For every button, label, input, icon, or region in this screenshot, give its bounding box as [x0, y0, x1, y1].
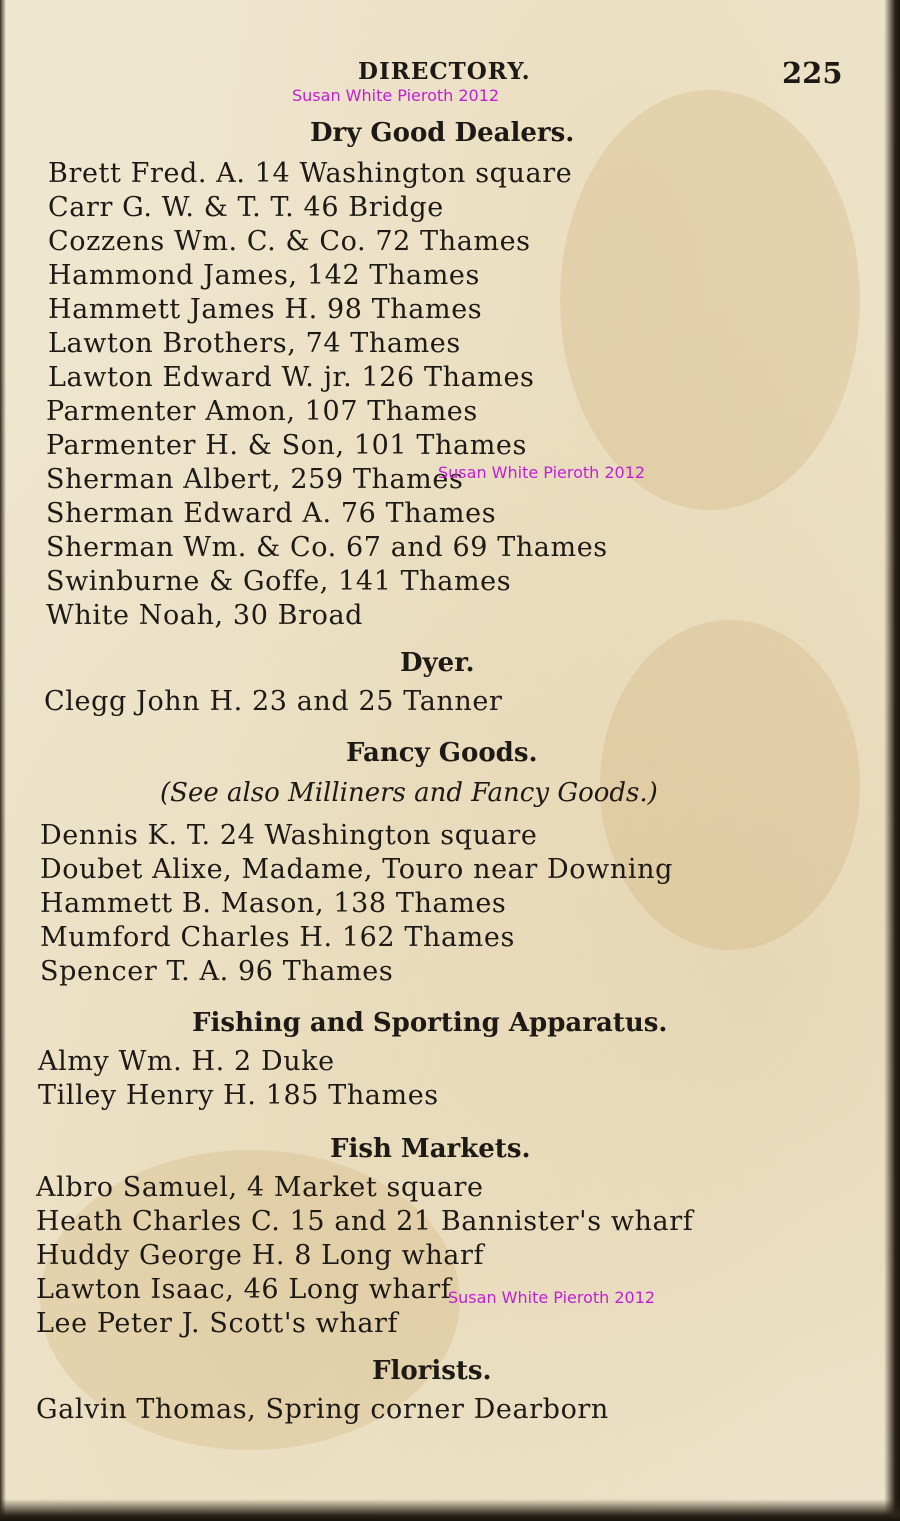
list-item: Sherman Edward A. 76 Thames	[46, 498, 497, 529]
list-item: Spencer T. A. 96 Thames	[40, 956, 394, 987]
list-item: Galvin Thomas, Spring corner Dearborn	[36, 1394, 609, 1425]
running-head: DIRECTORY.	[358, 58, 531, 85]
list-item: Albro Samuel, 4 Market square	[36, 1172, 484, 1203]
list-item: Doubet Alixe, Madame, Touro near Downing	[40, 854, 673, 885]
watermark: Susan White Pieroth 2012	[438, 463, 646, 482]
watermark: Susan White Pieroth 2012	[292, 86, 500, 105]
section-heading-dyer: Dyer.	[400, 648, 475, 678]
list-item: Brett Fred. A. 14 Washington square	[48, 158, 573, 189]
list-item: Lawton Edward W. jr. 126 Thames	[48, 362, 535, 393]
list-item: Sherman Wm. & Co. 67 and 69 Thames	[46, 532, 608, 563]
list-item: Parmenter H. & Son, 101 Thames	[46, 430, 527, 461]
section-heading-fish-markets: Fish Markets.	[330, 1134, 531, 1164]
list-item: Tilley Henry H. 185 Thames	[38, 1080, 439, 1111]
list-item: Hammett B. Mason, 138 Thames	[40, 888, 507, 919]
list-item: Lawton Isaac, 46 Long wharf	[36, 1274, 452, 1305]
list-item: Heath Charles C. 15 and 21 Bannister's wharf	[36, 1206, 694, 1237]
list-item: Carr G. W. & T. T. 46 Bridge	[48, 192, 444, 223]
page-left-edge	[0, 0, 6, 1521]
list-item: White Noah, 30 Broad	[46, 600, 364, 631]
list-item: Huddy George H. 8 Long wharf	[36, 1240, 485, 1271]
section-heading-fancy-goods: Fancy Goods.	[346, 738, 538, 768]
section-heading-fishing-and-sporting-apparatus: Fishing and Sporting Apparatus.	[192, 1008, 668, 1038]
list-item: Hammond James, 142 Thames	[48, 260, 480, 291]
section-heading-dry-good-dealers: Dry Good Dealers.	[310, 118, 575, 148]
page-bottom-edge	[0, 1499, 900, 1521]
list-item: Lawton Brothers, 74 Thames	[48, 328, 461, 359]
list-item: Lee Peter J. Scott's wharf	[36, 1308, 399, 1339]
list-item: Dennis K. T. 24 Washington square	[40, 820, 538, 851]
list-item: Clegg John H. 23 and 25 Tanner	[44, 686, 503, 717]
list-item: Sherman Albert, 259 Thames	[46, 464, 464, 495]
page-right-edge	[884, 0, 900, 1521]
watermark: Susan White Pieroth 2012	[448, 1288, 656, 1307]
section-heading-florists: Florists.	[372, 1356, 492, 1386]
list-item: Parmenter Amon, 107 Thames	[46, 396, 478, 427]
page-number: 225	[782, 56, 843, 90]
paper-stain	[560, 90, 860, 510]
list-item: Hammett James H. 98 Thames	[48, 294, 483, 325]
list-item: Almy Wm. H. 2 Duke	[38, 1046, 335, 1077]
section-note: (See also Milliners and Fancy Goods.)	[160, 778, 658, 808]
list-item: Swinburne & Goffe, 141 Thames	[46, 566, 512, 597]
list-item: Mumford Charles H. 162 Thames	[40, 922, 515, 953]
list-item: Cozzens Wm. C. & Co. 72 Thames	[48, 226, 531, 257]
